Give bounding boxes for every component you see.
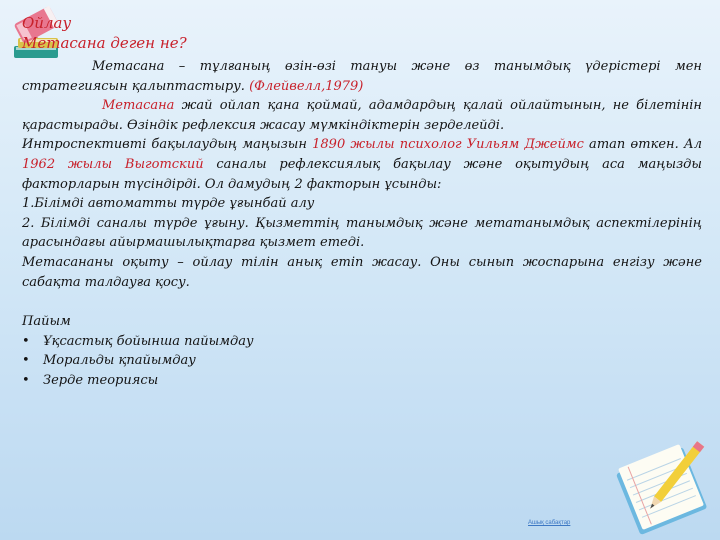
metacognition-text: жай ойлап қана қоймай, адамдардың қалай ойлайтынын, не білетінін қарастырады. Өзіндік рефлексия жасау мүмкіндіктерін зерделейді. [22,98,702,133]
paragraph-definition [22,57,702,96]
vygotsky-highlight: 1962 жылы Выготский [22,156,204,172]
james-highlight: 1890 жылы психолог Уильям Джеймс [312,137,584,153]
citation-flavell: (Флейвелл,1979) [249,78,364,94]
list-item: • Ұқсастық бойынша пайымдау [22,332,702,352]
history-text-c: саналы рефлексиялық бақылау және оқытудың аса маңызды факторларын түсіндірді. Ол дамудың 2 факторын ұсынды: [22,156,703,192]
footer-link[interactable]: Ашық сабақтар [528,520,571,526]
list-item: • Моральды қпайымдау [22,351,702,371]
pauym-list [22,332,702,391]
slide-title: Ойлау [22,14,72,32]
paragraph-teaching: Метасананы оқыту – ойлау тілін анық етіп жасау. Оны сынып жоспарына енгізу және сабақта талдауға қосу. [22,254,702,290]
factor-2: 2. Білімді саналы түрде ұғыну. Қызметтің танымдық және метатанымдық аспектілерінің арасындағы айырмашылықтарға қызмет етеді. [22,215,702,251]
paragraph-metacognition [22,96,702,135]
pauym-heading: Пайым [22,314,71,330]
paragraph-history [22,135,702,194]
metacognition-highlight: Метасана [102,98,175,114]
definition-text: Метасана – тұлғаның өзін-өзі тануы және өз танымдық үдерістері мен стратегиясын қалыптастыру. [22,59,702,94]
spacer [22,292,702,312]
history-text-a: Интроспективті бақылаудың маңызын [22,137,313,153]
factor-1: 1.Білімді автоматты түрде ұғынбай алу [22,196,315,212]
list-item: • Зерде теориясы [22,371,702,391]
notebook-pencil-icon [606,432,718,538]
history-text-b: атап өткен. Ал [583,137,703,153]
slide-subtitle: Метасана деген не? [22,34,187,52]
slide-content [22,13,702,391]
